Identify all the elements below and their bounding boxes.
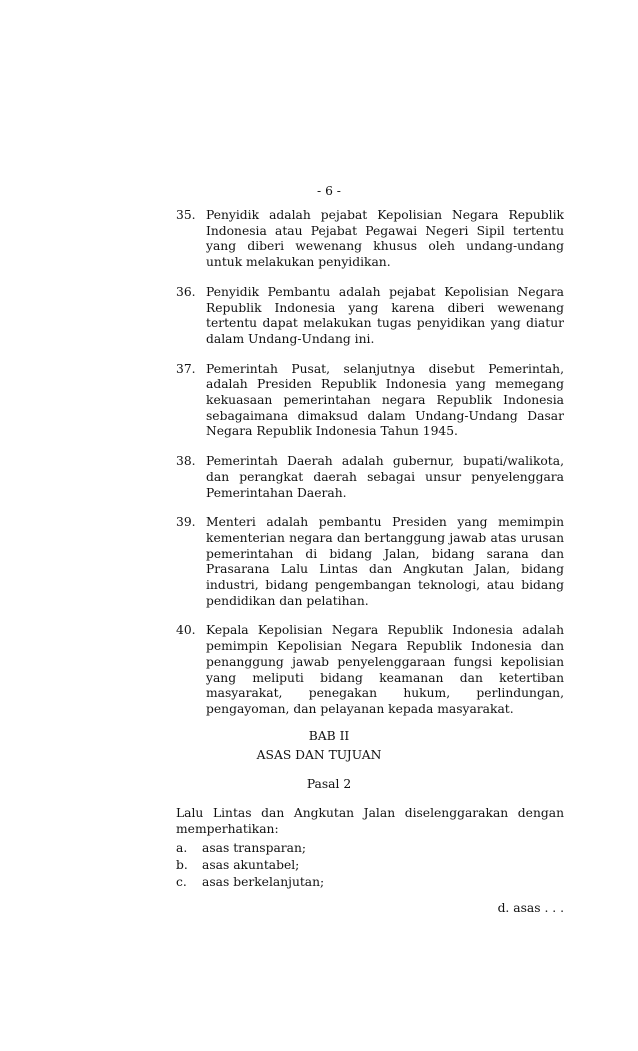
definition-item [176, 454, 564, 501]
chapter-label: BAB II [308, 729, 350, 743]
list-item [176, 840, 564, 857]
article-label: Pasal 2 [306, 777, 352, 791]
definition-text: Penyidik adalah pejabat Kepolisian Negara Republik Indonesia atau Pejabat Pegawai Negeri Sipil tertentu yang diberi wewenang khusus oleh undang-undang untuk melakukan penyidikan. [206, 208, 564, 270]
definition-number: 36. [176, 284, 196, 299]
page-number: - 6 - [317, 184, 341, 198]
definition-text: Penyidik Pembantu adalah pejabat Kepolisian Negara Republik Indonesia yang karena diberi wewenang tertentu dapat melakukan tugas penyidikan yang diatur dalam Undang-Undang ini. [206, 284, 564, 346]
definition-text: Menteri adalah pembantu Presiden yang memimpin kementerian negara dan bertanggung jawab atas urusan pemerintahan di bidang Jalan, bidang sarana dan Prasarana Lalu Lintas dan Angkutan Jalan, bidang industri, bidang pengembangan teknologi, atau bidang pendidikan dan pelatihan. [206, 515, 564, 608]
list-item [176, 874, 564, 891]
definition-number: 35. [176, 208, 196, 222]
definition-item [176, 362, 564, 441]
article-items [176, 840, 564, 891]
definition-text: Pemerintah Daerah adalah gubernur, bupati/walikota, dan perangkat daerah sebagai unsur penyelenggara Pemerintahan Daerah. [206, 454, 564, 500]
definition-number: 39. [176, 515, 196, 530]
definition-item [176, 623, 564, 717]
definitions-list [176, 208, 564, 732]
definition-item [176, 285, 564, 348]
list-item-label: b. [176, 858, 188, 872]
article-intro: Lalu Lintas dan Angkutan Jalan diselenggarakan dengan memperhatikan: [176, 806, 564, 836]
list-item-text: asas akuntabel; [202, 858, 300, 872]
definition-number: 37. [176, 361, 196, 376]
chapter-title: ASAS DAN TUJUAN [256, 748, 382, 762]
list-item-label: c. [176, 875, 187, 889]
list-item-text: asas transparan; [202, 841, 307, 855]
list-item-text: asas berkelanjutan; [202, 875, 325, 889]
definition-item [176, 208, 564, 271]
definition-item [176, 515, 564, 609]
list-item-label: a. [176, 841, 188, 855]
definition-number: 38. [176, 454, 196, 469]
definition-text: Kepala Kepolisian Negara Republik Indonesia adalah pemimpin Kepolisian Negara Republik Indonesia dan penanggung jawab penyelenggaraan fungsi kepolisian yang meliputi bidang keamanan dan ketertiban masyarakat, penegakan hukum, perlindungan, pengayoman, dan pelayanan kepada masyarakat. [206, 623, 564, 716]
definition-text: Pemerintah Pusat, selanjutnya disebut Pemerintah, adalah Presiden Republik Indonesia yang memegang kekuasaan pemerintahan negara Republik Indonesia sebagaimana dimaksud dalam Undang-Undang Dasar Negara Republik Indonesia Tahun 1945. [206, 361, 564, 439]
catchword: d. asas . . . [497, 901, 564, 915]
list-item [176, 857, 564, 874]
definition-number: 40. [176, 623, 196, 638]
